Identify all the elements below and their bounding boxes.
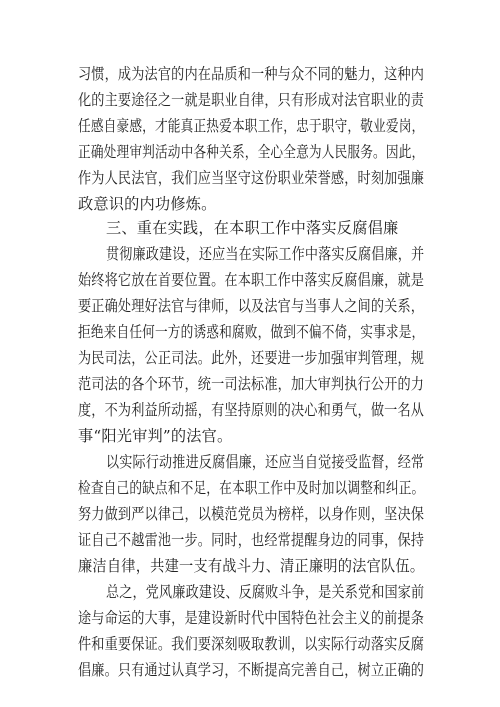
text-line: 检查自己的缺点和不足，在本职工作中及时加以调整和纠正。 <box>78 479 425 497</box>
text-line: 倡廉。只有通过认真学习，不断提高完善自己，树立正确的 <box>78 661 425 679</box>
text-line: 度，不为利益所动摇，有坚持原则的决心和勇气，做一名从 <box>78 401 425 419</box>
text-line: 件和重要保证。我们要深刻吸取教训，以实际行动落实反腐 <box>78 635 425 653</box>
text-line: 化的主要途径之一就是职业自律，只有形成对法官职业的责 <box>78 91 425 109</box>
text-line: 事“阳光审判”的法官。 <box>78 427 233 445</box>
section-heading: 三、重在实践，在本职工作中落实反腐倡廉 <box>106 219 399 237</box>
paragraph-first-line: 以实际行动推进反腐倡廉，还应当自觉接受监督，经常 <box>106 453 425 471</box>
text-line: 途与命运的大事，是建设新时代中国特色社会主义的前提条 <box>78 609 425 627</box>
text-line: 证自己不越雷池一步。同时，也经常提醒身边的同事，保持 <box>78 531 425 549</box>
text-line: 拒绝来自任何一方的诱惑和腐败，做到不偏不倚，实事求是， <box>78 323 425 341</box>
text-line: 作为人民法官，我们应当坚守这份职业荣誉感，时刻加强廉 <box>78 169 425 187</box>
text-line: 习惯，成为法官的内在品质和一种与众不同的魅力，这种内 <box>78 65 425 83</box>
text-line: 为民司法，公正司法。此外，还要进一步加强审判管理，规 <box>78 349 425 367</box>
paragraph-first-line: 贯彻廉政建设，还应当在实际工作中落实反腐倡廉，并 <box>106 245 425 263</box>
text-line: 任感自豪感，才能真正热爱本职工作，忠于职守，敬业爱岗， <box>78 117 425 135</box>
text-line: 要正确处理好法官与律师，以及法官与当事人之间的关系， <box>78 297 425 315</box>
text-line: 正确处理审判活动中各种关系，全心全意为人民服务。因此， <box>78 143 425 161</box>
text-line: 政意识的内功修炼。 <box>78 195 217 213</box>
text-line: 始终将它放在首要位置。在本职工作中落实反腐倡廉，就是 <box>78 271 425 289</box>
text-line: 努力做到严以律己，以模范党员为榜样，以身作则，坚决保 <box>78 505 425 523</box>
text-line: 廉洁自律，共建一支有战斗力、清正廉明的法官队伍。 <box>78 557 425 575</box>
text-line: 范司法的各个环节，统一司法标准，加大审判执行公开的力 <box>78 375 425 393</box>
paragraph-first-line: 总之，党风廉政建设、反腐败斗争，是关系党和国家前 <box>106 583 425 601</box>
